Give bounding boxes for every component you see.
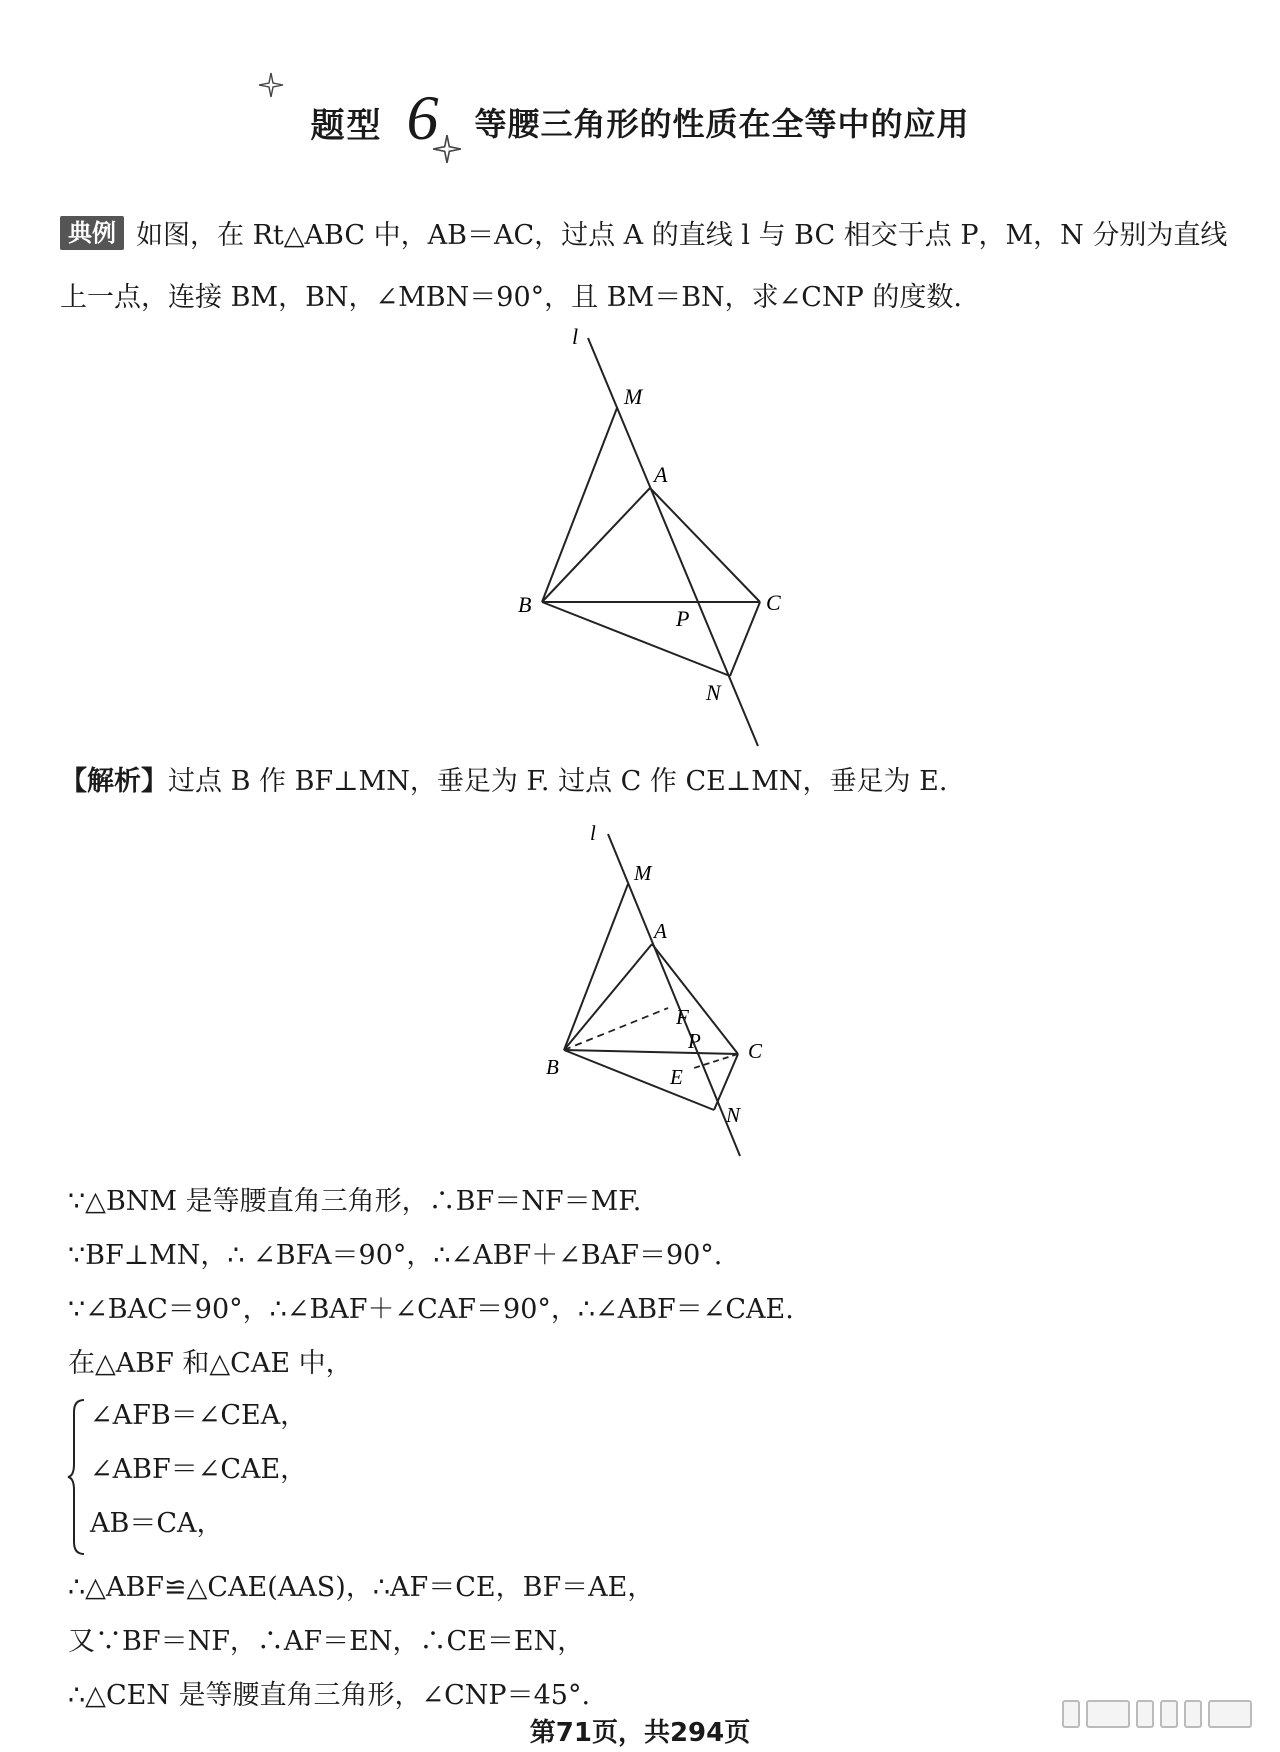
segment-CN bbox=[730, 602, 760, 676]
indicator-bar bbox=[1160, 1700, 1178, 1728]
page-scroll-indicator bbox=[1062, 1700, 1252, 1728]
label-P: P bbox=[688, 1029, 701, 1053]
label-P: P bbox=[676, 606, 690, 631]
title-subtitle: 等腰三角形的性质在全等中的应用 bbox=[474, 105, 970, 143]
proof-line: 在△ABF 和△CAE 中， bbox=[68, 1348, 353, 1379]
figure-2 bbox=[530, 818, 790, 1178]
label-B: B bbox=[518, 592, 532, 617]
proof-line: ∴△CEN 是等腰直角三角形，∠CNP＝45°. bbox=[68, 1680, 591, 1711]
label-N: N bbox=[726, 1103, 741, 1127]
label-E: E bbox=[670, 1065, 683, 1089]
title-number: 6 bbox=[406, 82, 439, 153]
proof-line: ∵△BNM 是等腰直角三角形，∴BF＝NF＝MF. bbox=[68, 1186, 642, 1217]
proof-line: 又∵BF＝NF，∴AF＝EN，∴CE＝EN， bbox=[68, 1626, 585, 1657]
problem-text: 如图，在 Rt△ABC 中，AB＝AC，过点 A 的直线 l 与 BC 相交于点 P，M，N 分别为直线上一点，连接 BM，BN，∠MBN＝90°，且 BM＝BN，求∠CNP 的度数. bbox=[60, 220, 1228, 313]
label-M: M bbox=[634, 861, 652, 885]
label-A: A bbox=[654, 462, 668, 487]
indicator-bar bbox=[1062, 1700, 1080, 1728]
title-label: 题型 bbox=[310, 105, 383, 146]
sparkle-icon bbox=[258, 72, 284, 98]
label-A: A bbox=[654, 919, 667, 943]
segment-BC bbox=[564, 1050, 738, 1054]
proof-line: ∵BF⊥MN，∴ ∠BFA＝90°，∴∠ABF＋∠BAF＝90°. bbox=[68, 1240, 723, 1271]
label-l: l bbox=[590, 821, 596, 845]
line-l bbox=[608, 834, 740, 1156]
section-title bbox=[0, 82, 1280, 162]
sparkle-icon bbox=[432, 134, 462, 164]
problem-statement bbox=[60, 205, 1230, 329]
brace-line: AB＝CA， bbox=[90, 1508, 224, 1539]
solution-intro: 过点 B 作 BF⊥MN，垂足为 F. 过点 C 作 CE⊥MN，垂足为 E. bbox=[168, 766, 948, 797]
figure-1 bbox=[500, 320, 800, 760]
label-B: B bbox=[546, 1055, 559, 1079]
indicator-bar bbox=[1208, 1700, 1252, 1728]
segment-AB bbox=[542, 488, 650, 602]
brace-group bbox=[66, 1392, 466, 1562]
proof-line: ∴△ABF≌△CAE(AAS)，∴AF＝CE，BF＝AE， bbox=[68, 1572, 655, 1603]
proof-line: ∵∠BAC＝90°，∴∠BAF＋∠CAF＝90°，∴∠ABF＝∠CAE. bbox=[68, 1294, 794, 1325]
segment-MB bbox=[564, 884, 628, 1050]
page-footer: 第71页，共294页 bbox=[529, 1718, 751, 1748]
segment-AC bbox=[650, 488, 760, 602]
label-C: C bbox=[766, 590, 781, 615]
indicator-bar bbox=[1184, 1700, 1202, 1728]
segment-BF-dashed bbox=[564, 1008, 668, 1050]
left-brace bbox=[66, 1398, 88, 1556]
label-l: l bbox=[572, 324, 579, 349]
indicator-bar bbox=[1086, 1700, 1130, 1728]
segment-BN bbox=[564, 1050, 714, 1110]
solution-label: 【解析】 bbox=[60, 766, 168, 797]
indicator-bar bbox=[1136, 1700, 1154, 1728]
label-N: N bbox=[706, 680, 721, 705]
label-M: M bbox=[624, 384, 643, 409]
segment-AB bbox=[564, 944, 652, 1050]
line-l bbox=[588, 338, 758, 746]
solution-heading bbox=[60, 762, 947, 802]
brace-line: ∠ABF＝∠CAE， bbox=[90, 1454, 308, 1485]
segment-CN bbox=[714, 1054, 738, 1110]
label-F: F bbox=[676, 1005, 689, 1029]
segment-MB bbox=[542, 408, 617, 602]
example-badge: 典例 bbox=[60, 216, 124, 250]
brace-line: ∠AFB＝∠CEA， bbox=[90, 1400, 308, 1431]
label-C: C bbox=[748, 1039, 763, 1063]
